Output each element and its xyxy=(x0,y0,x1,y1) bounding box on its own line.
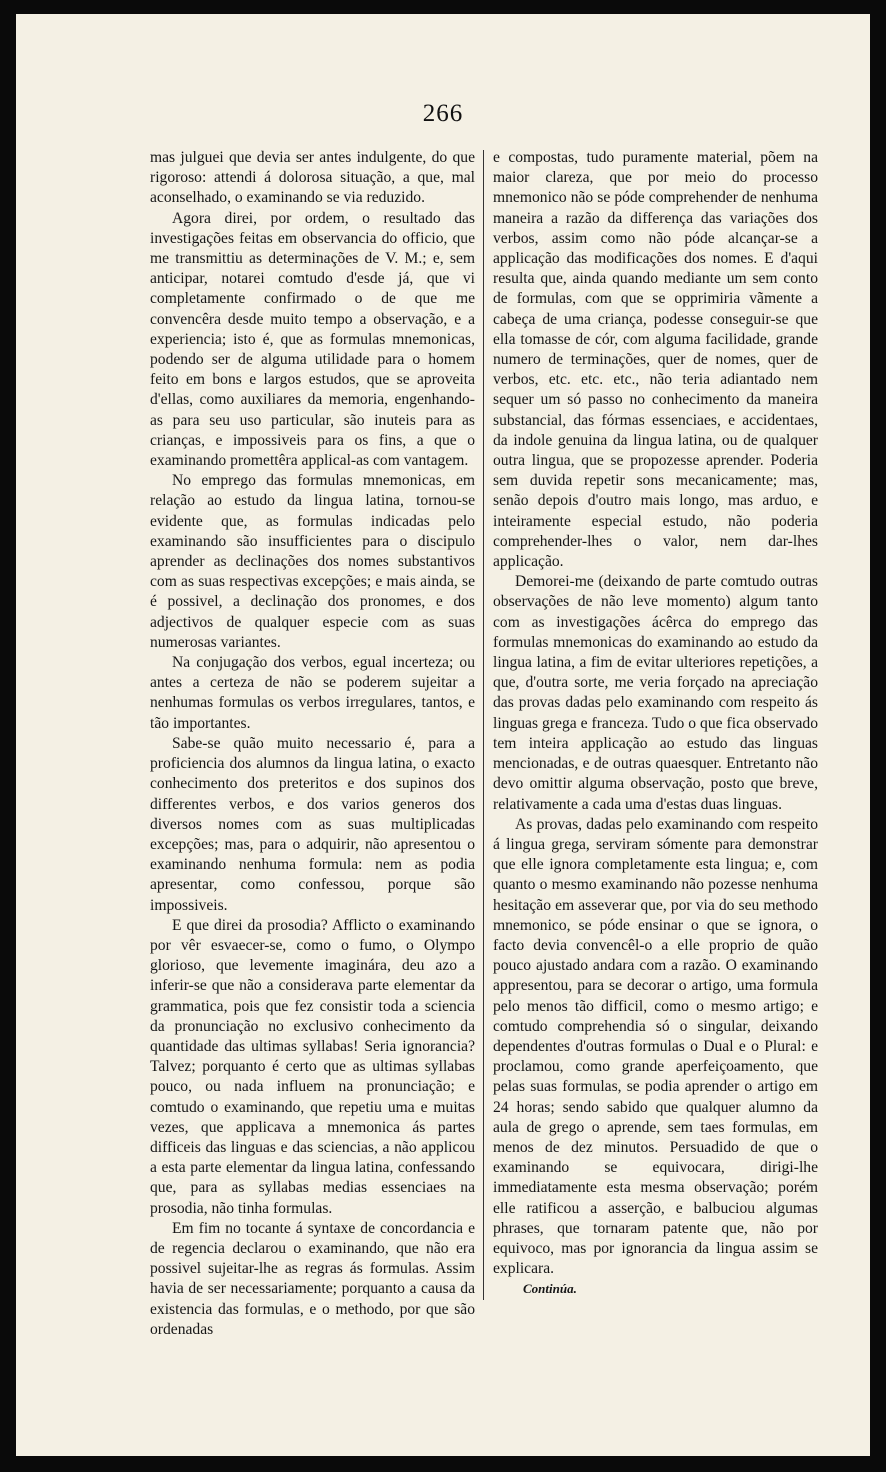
left-column xyxy=(150,148,475,1340)
paragraph: As provas, dadas pelo examinando com respeito á lingua grega, serviram sómente para demonstrar que elle ignora completamente esta lingua; e, com quanto o mesmo examinando não pozesse nenhuma hesitação em asseverar que, por via do seu methodo mnemonico, se póde ensinar o que se ignora, o facto devia convencêl-o a elle proprio de quão pouco ajustado andara com a razão. O examinando appresentou, para se decorar o artigo, uma formula pelo menos tão difficil, como o mesmo artigo; e comtudo comprehendia só o singular, deixando dependentes d'outras formulas o Dual e o Plural: e proclamou, como grande aperfeiçoamento, que pelas suas formulas, se podia aprender o artigo em 24 horas; sendo sabido que qualquer alumno da aula de grego o aprende, sem taes formulas, em menos de dez minutos. Persuadido de que o examinando se equivocara, dirigi-lhe immediatamente esta mesma observação; porém elle ratificou a asserção, e balbuciou algumas phrases, que tornaram patente que, não por equivoco, mas por ignorancia da lingua assim se explicara. xyxy=(493,815,818,1278)
column-divider xyxy=(483,150,484,1300)
page-number: 266 xyxy=(422,100,464,127)
paragraph: Em fim no tocante á syntaxe de concordancia e de regencia declarou o examinando, que não era possivel sujeitar-lhe as regras ás formulas. Assim havia de ser necessariamente; porquanto a causa da existencia das formulas, e o methodo, por que são ordenadas xyxy=(150,1219,475,1338)
paragraph: Agora direi, por ordem, o resultado das investigações feitas em observancia do officio, que me transmittiu as determinações de V. M.; e, sem anticipar, notarei comtudo d'esde já, que vi completamente confirmado o de que me convencêra desde muito tempo a observação, e a experiencia; isto é, que as formulas mnemonicas, podendo ser de alguma utilidade para o homem feito em bons e largos estudos, que se aproveita d'ellas, como auxiliares da memoria, engenhando-as para seu uso particular, são inuteis para as crianças, e impossiveis para os fins, a que o examinando promettêra applical-as com vantagem. xyxy=(150,209,475,470)
paragraph: e compostas, tudo puramente material, põem na maior clareza, que por meio do processo mnemonico não se póde comprehender de nenhuma maneira a razão da differença das variações dos verbos, assim como não póde alcançar-se a applicação das modificações dos nomes. E d'aqui resulta que, ainda quando mediante um sem conto de formulas, com que se opprimiria vãmente a cabeça de uma criança, podesse conseguir-se que ella tomasse de cór, com alguma facilidade, grande numero de terminações, quer de nomes, quer de verbos, etc. etc. etc., não teria adiantado nem sequer um só passo no conhecimento da maneira substancial, das fórmas essenciaes, e accidentaes, da indole genuina da lingua latina, ou de qualquer outra lingua, que se propozesse aprender. Poderia sem duvida repetir sons mecanicamente; mas, senão depois d'outro mais longo, mas arduo, e inteiramente especial estudo, não poderia comprehender-lhes o valor, nem dar-lhes applicação. xyxy=(493,149,818,571)
scan-border-right xyxy=(870,0,886,1472)
paragraph: No emprego das formulas mnemonicas, em relação ao estudo da lingua latina, tornou-se evidente que, as formulas indicadas pelo examinando são insufficientes para o discipulo aprender as declinações dos nomes substantivos com as suas respectivas excepções; e mais ainda, se é possivel, a declinação dos pronomes, e dos adjectivos de qualquer especie com as suas numerosas variantes. xyxy=(150,472,475,651)
paragraph: Na conjugação dos verbos, egual incerteza; ou antes a certeza de não se poderem sujeitar a nenhumas formulas os verbos irregulares, tantos, e tão importantes. xyxy=(150,654,475,732)
scan-border-bottom xyxy=(0,1456,886,1472)
right-column xyxy=(493,148,818,1300)
paragraph: mas julguei que devia ser antes indulgente, do que rigoroso: attendi á dolorosa situação, a que, mal aconselhado, o examinando se via reduzido. xyxy=(150,149,475,207)
scan-border-left xyxy=(0,0,16,1472)
paragraph: Demorei-me (deixando de parte comtudo outras observações de não leve momento) algum tanto com as investigações ácêrca do emprego das formulas mnemonicas do examinando ao estudo da lingua latina, a fim de evitar ulteriores repetições, a que, d'outra sorte, me veria forçado na apreciação das provas dadas pelo examinando com respeito ás linguas grega e franceza. Tudo o que fica observado tem inteira applicação ao estudo das linguas mencionadas, e de outras quaesquer. Entretanto não devo omittir alguma observação, posto que breve, relativamente a cada uma d'estas duas linguas. xyxy=(493,573,818,813)
paragraph: E que direi da prosodia? Afflicto o examinando por vêr esvaecer-se, como o fumo, o Olympo glorioso, que levemente imaginára, deu azo a inferir-se que não a considerava parte elementar da grammatica, pois que fez consistir toda a sciencia da pronunciação no exclusivo conhecimento da quantidade das ultimas syllabas! Seria ignorancia? Talvez; porquanto é certo que as ultimas syllabas pouco, ou nada influem na pronunciação; e comtudo o examinando, que repetiu uma e muitas vezes, que applicava a mnemonica ás partes difficeis das linguas e das sciencias, a não applicou a esta parte elementar da lingua latina, confessando que, para as syllabas medias essenciaes na prosodia, não tinha formulas. xyxy=(150,916,475,1217)
paragraph: Sabe-se quão muito necessario é, para a proficiencia dos alumnos da lingua latina, o exacto conhecimento dos preteritos e dos supinos dos differentes verbos, e dos varios generos dos diversos nomes com as suas multiplicadas excepções; mas, para o adquirir, não apresentou o examinando nenhuma formula: nem as podia apresentar, como confessou, porque são impossiveis. xyxy=(150,734,475,914)
scan-border-top xyxy=(0,0,886,14)
continuation-note: Continúa. xyxy=(523,1281,577,1297)
